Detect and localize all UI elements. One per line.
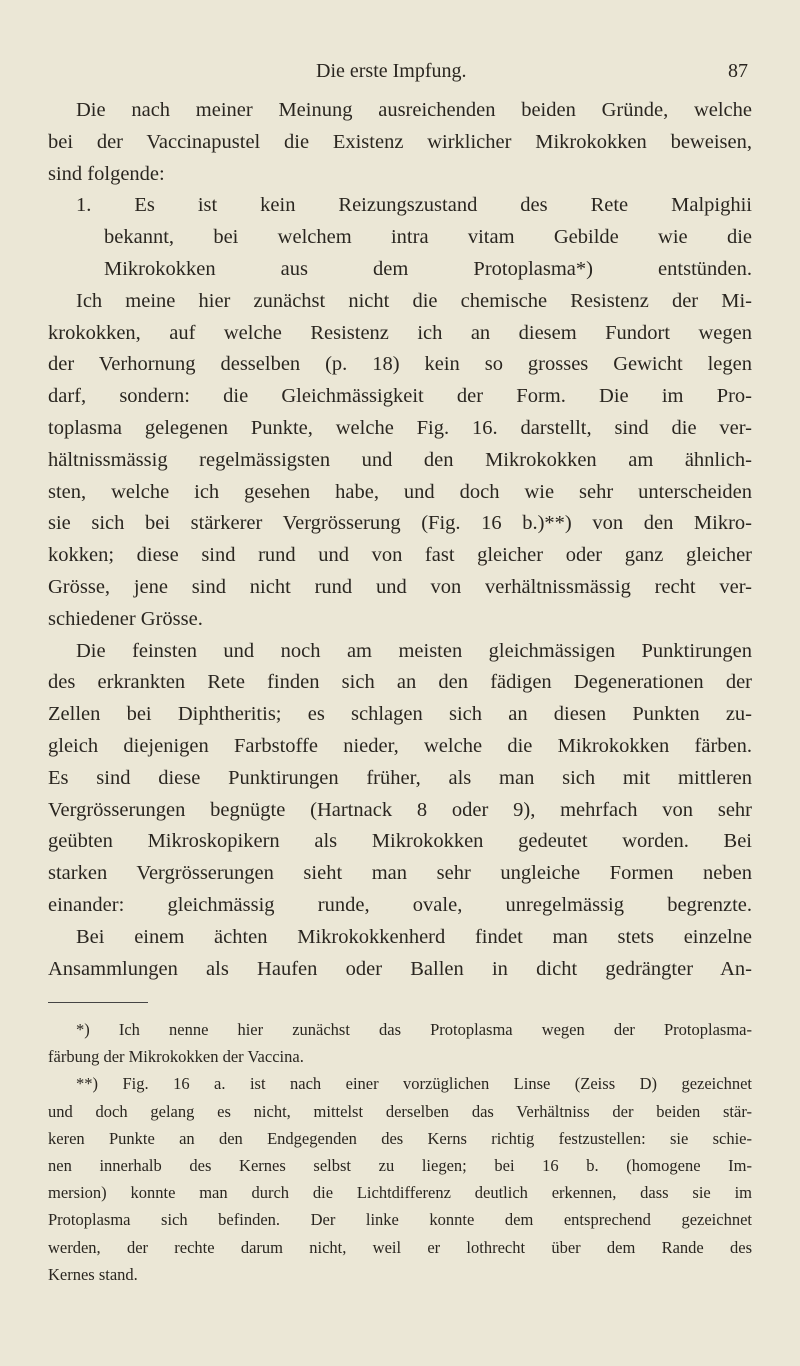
body-line: kokken; diese sind rund und von fast gleicher oder ganz gleicher [48,544,752,567]
body-line: Vergrösserungen begnügte (Hartnack 8 oder 9), mehrfach von sehr [48,798,752,821]
body-line: bekannt, bei welchem intra vitam Gebilde wie die [104,226,752,249]
body-line: Es sind diese Punktirungen früher, als man sich mit mittleren [48,766,752,789]
body-line: einander: gleichmässig runde, ovale, unregelmässig begrenzte. [48,894,752,916]
body-line: schiedener Grösse. [48,607,203,630]
body-line: Die nach meiner Meinung ausreichenden beiden Gründe, welche [76,99,752,121]
body-line: Bei einem ächten Mikrokokkenherd findet man stets einzelne [76,925,752,948]
body-line: Grösse, jene sind nicht rund und von verhältnissmässig recht ver- [48,576,752,598]
body-line: toplasma gelegenen Punkte, welche Fig. 16. darstellt, sind die ver- [48,417,752,439]
body-line: 1. Es ist kein Reizungszustand des Rete Malpighii [76,194,752,217]
body-line: des erkrankten Rete finden sich an den fädigen Degenerationen der [48,671,752,694]
footnote-line: mersion) konnte man durch die Lichtdifferenz deutlich erkennen, dass sie im [48,1183,752,1203]
footnote-line: Protoplasma sich befinden. Der linke konnte dem entsprechend gezeichnet [48,1210,752,1230]
footnote-line: nen innerhalb des Kernes selbst zu liegen; bei 16 b. (homogene Im- [48,1156,752,1175]
body-line: sten, welche ich gesehen habe, und doch wie sehr unterscheiden [48,480,752,503]
body-line: gleich diejenigen Farbstoffe nieder, welche die Mikrokokken färben. [48,735,752,757]
footnote-line: und doch gelang es nicht, mittelst derselben das Verhältniss der beiden stär- [48,1101,752,1121]
footnote-line: färbung der Mikrokokken der Vaccina. [48,1047,304,1067]
body-line: bei der Vaccinapustel die Existenz wirklicher Mikrokokken beweisen, [48,130,752,153]
body-line: darf, sondern: die Gleichmässigkeit der Form. Die im Pro- [48,385,752,408]
body-line: hältnissmässig regelmässigsten und den Mikrokokken am ähnlich- [48,448,752,471]
footnote-line: werden, der rechte darum nicht, weil er lothrecht über dem Rande des [48,1237,752,1257]
footnote-line: *) Ich nenne hier zunächst das Protoplasma wegen der Protoplasma- [76,1020,752,1039]
body-line: Mikrokokken aus dem Protoplasma*) entstünden. [104,258,752,280]
body-line: sind folgende: [48,162,165,185]
page-number: 87 [728,60,748,82]
body-line: sie sich bei stärkerer Vergrösserung (Fig. 16 b.)**) von den Mikro- [48,512,752,535]
body-line: Zellen bei Diphtheritis; es schlagen sich an diesen Punkten zu- [48,703,752,726]
body-line: der Verhornung desselben (p. 18) kein so grosses Gewicht legen [48,353,752,376]
body-line: starken Vergrösserungen sieht man sehr ungleiche Formen neben [48,862,752,885]
running-header-title: Die erste Impfung. [316,60,467,82]
body-line: geübten Mikroskopikern als Mikrokokken gedeutet worden. Bei [48,830,752,853]
footnote-line: **) Fig. 16 a. ist nach einer vorzüglichen Linse (Zeiss D) gezeichnet [76,1074,752,1094]
footnote-divider [48,1002,148,1003]
footnote-line: keren Punkte an den Endgegenden des Kerns richtig festzustellen: sie schie- [48,1128,752,1148]
body-line: krokokken, auf welche Resistenz ich an diesem Fundort wegen [48,321,752,344]
footnote-line: Kernes stand. [48,1264,138,1284]
body-line: Ansammlungen als Haufen oder Ballen in dicht gedrängter An- [48,957,752,980]
body-line: Ich meine hier zunächst nicht die chemische Resistenz der Mi- [76,289,752,312]
body-line: Die feinsten und noch am meisten gleichmässigen Punktirungen [76,639,752,662]
